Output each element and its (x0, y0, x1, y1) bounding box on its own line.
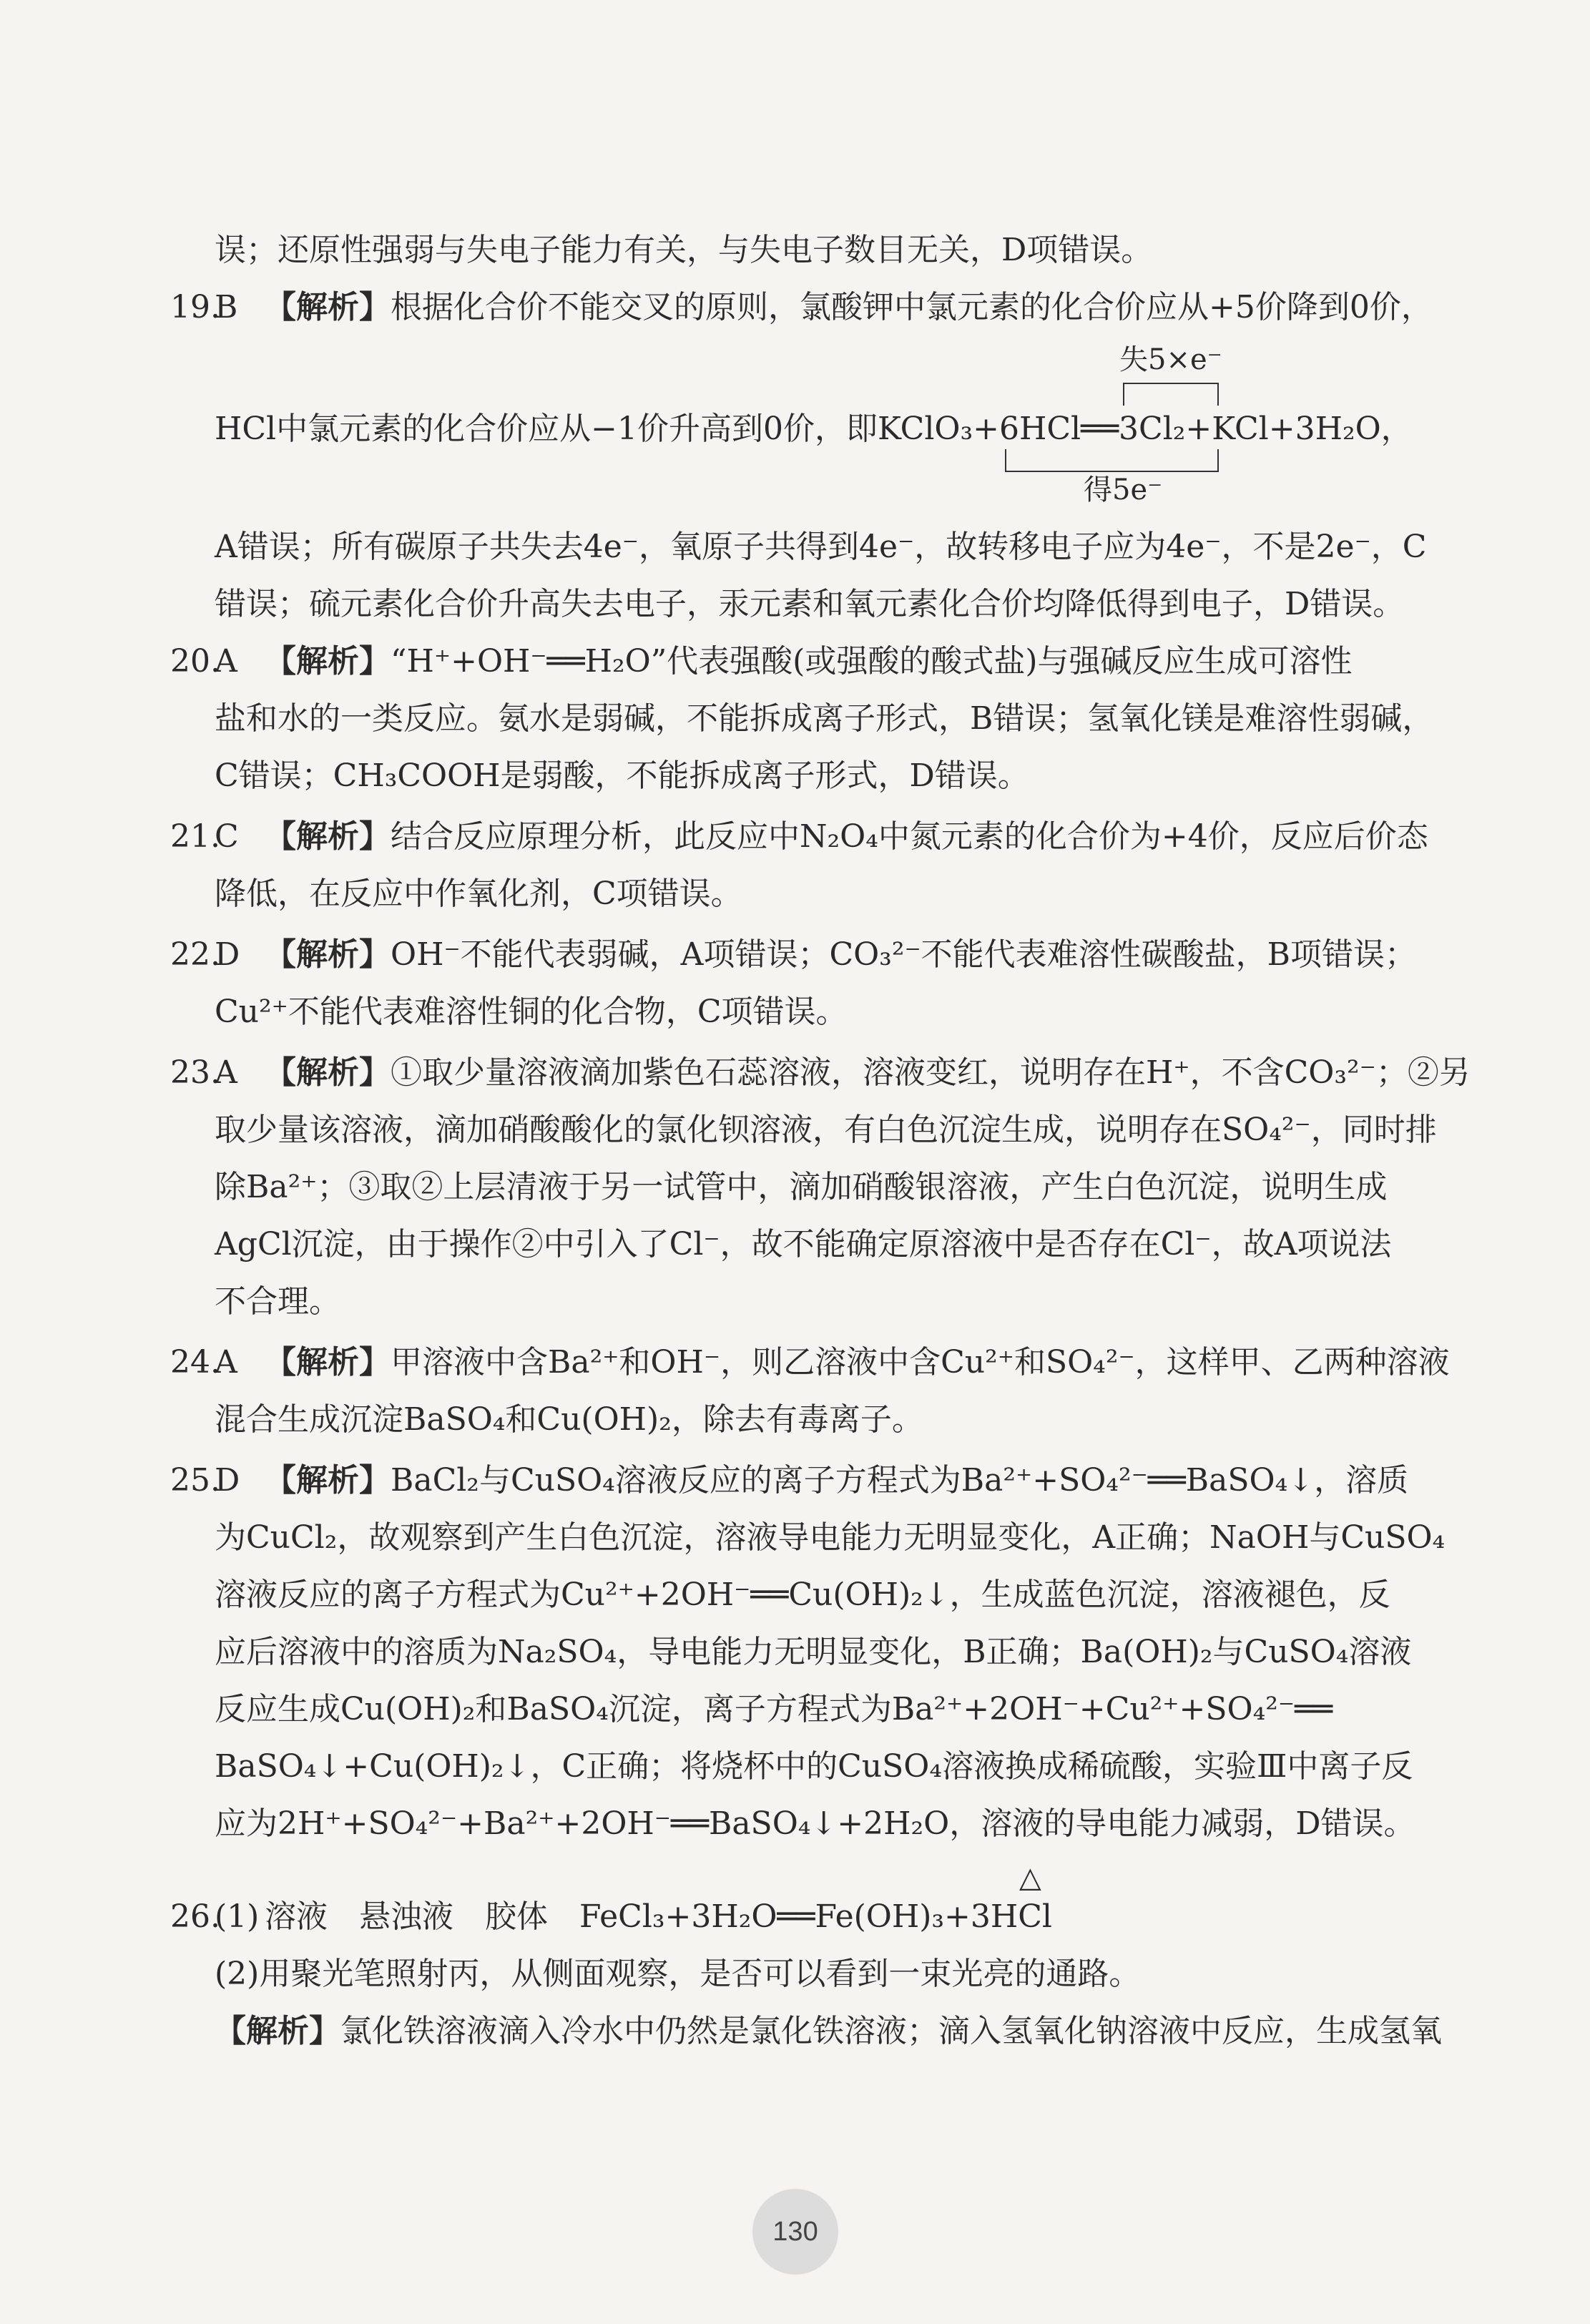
question-number: 24. (170, 1344, 220, 1381)
question-number: 26. (170, 1898, 220, 1935)
text-line: A错误；所有碳原子共失去4e⁻，氧原子共得到4e⁻，故转移电子应为4e⁻，不是2e⁻，C (215, 529, 1427, 565)
question-number: 22. (170, 936, 220, 973)
question-number: 23. (170, 1054, 220, 1091)
analysis-tag: 【解析】 (215, 2013, 340, 2049)
answer-text: 溶液 悬浊液 胶体 FeCl₃+3H₂O══Fe(OH)₃+3HCl (265, 1898, 1053, 1935)
text-line: 反应生成Cu(OH)₂和BaSO₄沉淀，离子方程式为Ba²⁺+2OH⁻+Cu²⁺+SO₄²⁻══ (215, 1691, 1333, 1727)
analysis-tag: 【解析】 (265, 289, 391, 325)
answer-line (215, 2010, 1442, 2053)
text-line: 为CuCl₂，故观察到产生白色沉淀，溶液导电能力无明显变化，A正确；NaOH与CuSO₄ (215, 1519, 1446, 1556)
text-line: 盐和水的一类反应。氨水是弱碱，不能拆成离子形式，B错误；氢氧化镁是难溶性弱碱， (215, 700, 1434, 737)
analysis-tag: 【解析】 (265, 1344, 391, 1381)
analysis-text: 甲溶液中含Ba²⁺和OH⁻，则乙溶液中含Cu²⁺和SO₄²⁻，这样甲、乙两种溶液 (391, 1344, 1450, 1381)
analysis-tag: 【解析】 (265, 643, 391, 680)
page-number: 130 (752, 2189, 838, 2275)
question-number: 20. (170, 643, 220, 680)
text-line: 混合生成沉淀BaSO₄和Cu(OH)₂，除去有毒离子。 (215, 1401, 923, 1438)
text-line: Cu²⁺不能代表难溶性铜的化合物，C项错误。 (215, 994, 848, 1030)
electron-loss-arrow (1123, 383, 1219, 406)
answer-line (215, 1459, 1408, 1502)
answer-choice: D (215, 1462, 240, 1499)
electron-gain-label: 得5e⁻ (1084, 474, 1163, 506)
text-line: HCl中氯元素的化合价应从−1价升高到0价，即KClO₃+6HCl══3Cl₂+KCl+3H₂O， (215, 411, 1413, 447)
question-number: 25. (170, 1462, 220, 1499)
answer-line (215, 933, 1416, 976)
analysis-tag: 【解析】 (265, 1054, 391, 1091)
answer-choice: A (215, 1344, 237, 1381)
answer-line (215, 1341, 1450, 1384)
answer-part: (1) (215, 1898, 260, 1935)
question-number: 21. (170, 818, 220, 855)
text-line: 除Ba²⁺；③取②上层清液于另一试管中，滴加硝酸银溶液，产生白色沉淀，说明生成 (215, 1169, 1388, 1205)
text-line: 误；还原性强弱与失电子能力有关，与失电子数目无关，D项错误。 (215, 232, 1153, 268)
question-number: 19. (170, 289, 220, 325)
text-line: (2)用聚光笔照射丙，从侧面观察，是否可以看到一束光亮的通路。 (215, 1956, 1141, 1992)
analysis-tag: 【解析】 (265, 1462, 391, 1499)
electron-gain-arrow (1005, 449, 1219, 472)
answer-choice: C (215, 818, 239, 855)
analysis-text: “H⁺+OH⁻══H₂O”代表强酸(或强酸的酸式盐)与强碱反应生成可溶性 (391, 643, 1353, 680)
text-line: 溶液反应的离子方程式为Cu²⁺+2OH⁻══Cu(OH)₂↓，生成蓝色沉淀，溶液褪色，反 (215, 1577, 1390, 1613)
answer-line (215, 1051, 1471, 1094)
analysis-text: OH⁻不能代表弱碱，A项错误；CO₃²⁻不能代表难溶性碳酸盐，B项错误； (391, 936, 1417, 973)
answer-line (215, 286, 1433, 329)
answer-line (215, 640, 1353, 683)
analysis-tag: 【解析】 (265, 818, 391, 855)
analysis-text: 根据化合价不能交叉的原则，氯酸钾中氯元素的化合价应从+5价降到0价， (391, 289, 1433, 325)
analysis-text: ①取少量溶液滴加紫色石蕊溶液，溶液变红，说明存在H⁺，不含CO₃²⁻；②另 (391, 1054, 1471, 1091)
text-line: 应后溶液中的溶质为Na₂SO₄，导电能力无明显变化，B正确；Ba(OH)₂与CuSO₄溶液 (215, 1634, 1412, 1670)
analysis-tag: 【解析】 (265, 936, 391, 973)
electron-loss-label: 失5×e⁻ (1119, 343, 1222, 376)
answer-choice: A (215, 1054, 237, 1091)
text-line: 不合理。 (215, 1283, 340, 1320)
text-line: 应为2H⁺+SO₄²⁻+Ba²⁺+2OH⁻══BaSO₄↓+2H₂O，溶液的导电能力减弱，D错误。 (215, 1805, 1415, 1842)
answer-line (215, 815, 1428, 858)
text-line: 错误；硫元素化合价升高失去电子，汞元素和氧元素化合价均降低得到电子，D错误。 (215, 586, 1405, 622)
heat-symbol: △ (1019, 1861, 1041, 1894)
answer-line (215, 1896, 1052, 1938)
text-line: C错误；CH₃COOH是弱酸，不能拆成离子形式，D错误。 (215, 757, 1029, 794)
analysis-text: 氯化铁溶液滴入冷水中仍然是氯化铁溶液；滴入氢氧化钠溶液中反应，生成氢氧 (340, 2013, 1442, 2049)
answer-choice: D (215, 936, 240, 973)
analysis-text: 结合反应原理分析，此反应中N₂O₄中氮元素的化合价为+4价，反应后价态 (391, 818, 1428, 855)
analysis-text: BaCl₂与CuSO₄溶液反应的离子方程式为Ba²⁺+SO₄²⁻══BaSO₄↓，溶质 (391, 1462, 1409, 1499)
text-line: 降低，在反应中作氧化剂，C项错误。 (215, 876, 742, 912)
answer-choice: A (215, 643, 237, 680)
answer-choice: B (215, 289, 238, 325)
text-line: 取少量该溶液，滴加硝酸酸化的氯化钡溶液，有白色沉淀生成，说明存在SO₄²⁻，同时排 (215, 1112, 1437, 1148)
text-line: AgCl沉淀，由于操作②中引入了Cl⁻，故不能确定原溶液中是否存在Cl⁻，故A项说法 (215, 1226, 1392, 1262)
text-line: BaSO₄↓+Cu(OH)₂↓，C正确；将烧杯中的CuSO₄溶液换成稀硫酸，实验Ⅲ中离子反 (215, 1748, 1413, 1785)
